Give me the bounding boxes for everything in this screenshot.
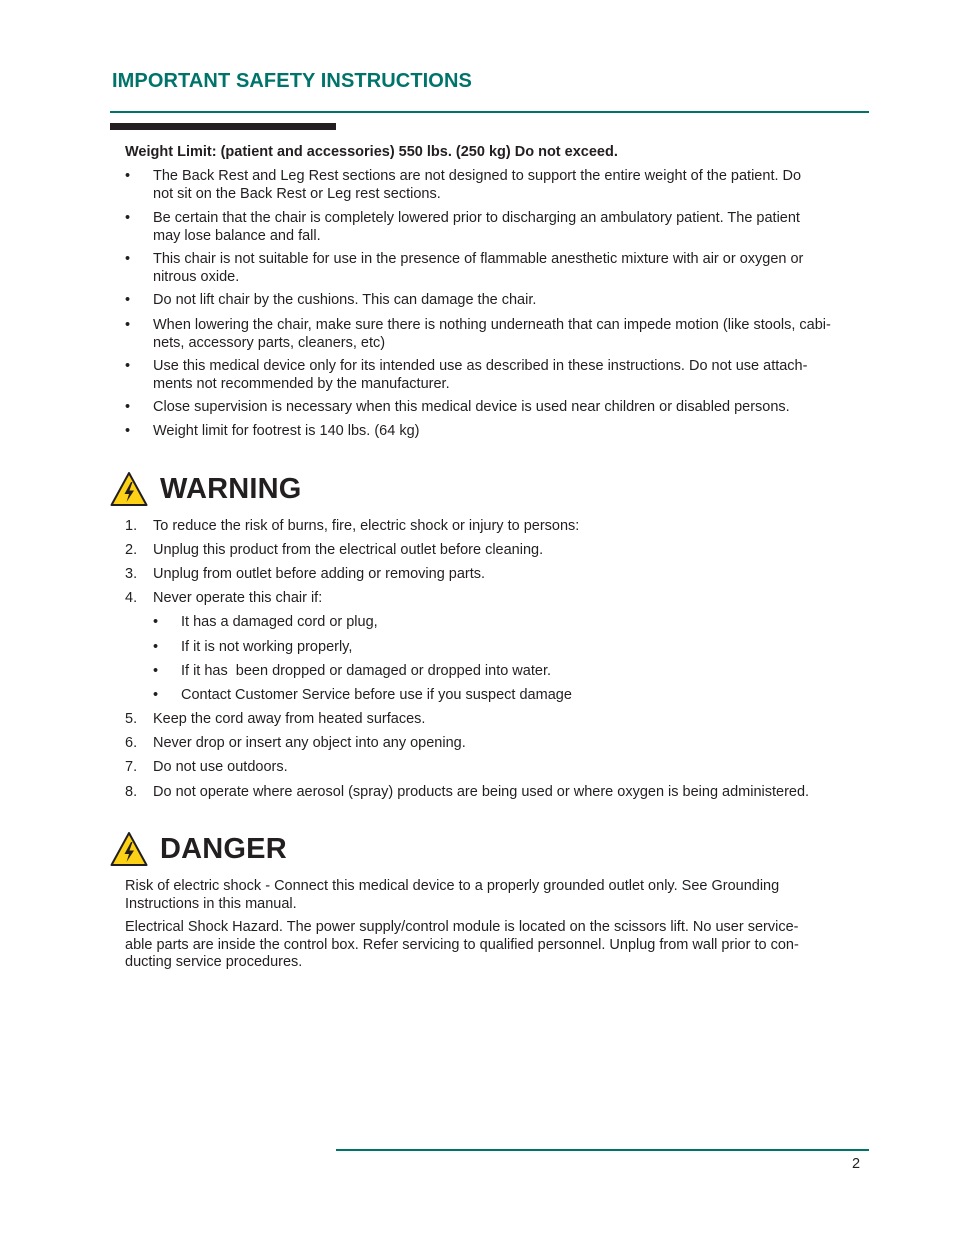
list-item-text: Unplug this product from the electrical outlet before cleaning. [153,542,544,558]
list-item-text [153,251,865,286]
danger-title: DANGER [160,832,287,865]
warning-title: WARNING [160,472,302,505]
list-item-text: Never operate this chair if: [153,590,323,606]
bullet-marker: • [153,687,159,703]
list-item-text: Do not use outdoors. [153,759,288,775]
danger-paragraph-line: Instructions in this manual. [125,895,297,912]
number-marker: 8. [125,784,138,800]
danger-paragraph-line: able parts are inside the control box. Refer servicing to qualified personnel. Unplug from wall prior to con- [125,936,799,953]
list-item-text: Unplug from outlet before adding or removing parts. [153,566,486,582]
page-number: 2 [852,1156,861,1172]
list-item-text [153,168,865,203]
list-item-text [153,210,865,245]
bullet-marker: • [125,423,131,439]
danger-paragraph-line: Electrical Shock Hazard. The power supply/control module is located on the scissors lift. No user service- [125,919,799,935]
number-marker: 2. [125,542,138,558]
warning-heading [110,471,302,507]
danger-paragraph [125,919,865,972]
danger-paragraph-line: ducting service procedures. [125,954,303,970]
list-item-line: The Back Rest and Leg Rest sections are not designed to support the entire weight of the patient. Do [153,168,802,184]
list-item-text [153,423,865,441]
footer-rule [336,1149,869,1151]
list-item-text [153,399,865,417]
bullet-marker: • [125,399,131,415]
high-voltage-danger-icon [110,831,148,867]
number-marker: 7. [125,759,138,775]
bullet-marker: • [125,210,131,226]
bullet-marker: • [153,663,159,679]
bullet-marker: • [153,639,159,655]
bullet-marker: • [125,292,131,308]
danger-heading [110,831,287,867]
list-item-line: ments not recommended by the manufacturer. [153,375,450,392]
bullet-marker: • [125,168,131,184]
bullet-marker: • [125,358,131,374]
weight-limit-heading: Weight Limit: (patient and accessories) 550 lbs. (250 kg) Do not exceed. [125,144,618,160]
list-item-line: may lose balance and fall. [153,227,321,244]
list-item-text: If it has been dropped or damaged or dropped into water. [181,663,551,679]
number-marker: 6. [125,735,138,751]
list-item-line: Close supervision is necessary when this medical device is used near children or disabled persons. [153,399,790,415]
bullet-marker: • [125,251,131,267]
list-item-text: Do not operate where aerosol (spray) products are being used or where oxygen is being administered. [153,784,810,800]
list-item-text: Never drop or insert any object into any opening. [153,735,466,751]
list-item-text [153,317,865,352]
danger-paragraph-line: Risk of electric shock - Connect this medical device to a properly grounded outlet only. See Grounding [125,878,780,894]
bullet-marker: • [125,317,131,333]
list-item-line: Do not lift chair by the cushions. This can damage the chair. [153,292,537,308]
list-item-text: If it is not working properly, [181,639,353,655]
list-item-text [153,292,865,310]
list-item-text [153,358,865,393]
title-underline-rule [110,111,869,113]
list-item-line: Weight limit for footrest is 140 lbs. (64 kg) [153,423,420,439]
list-item-text: It has a damaged cord or plug, [181,614,378,630]
page-title: IMPORTANT SAFETY INSTRUCTIONS [112,70,472,92]
list-item-line: When lowering the chair, make sure there is nothing underneath that can impede motion (like stools, cabi- [153,317,831,333]
list-item-text: Contact Customer Service before use if you suspect damage [181,687,572,703]
number-marker: 5. [125,711,138,727]
list-item-line: not sit on the Back Rest or Leg rest sections. [153,185,441,202]
list-item-text: To reduce the risk of burns, fire, electric shock or injury to persons: [153,518,580,534]
high-voltage-warning-icon [110,471,148,507]
danger-paragraph [125,878,865,913]
list-item-line: nitrous oxide. [153,268,240,285]
list-item-line: Use this medical device only for its intended use as described in these instructions. Do not use attach- [153,358,808,374]
list-item-line: This chair is not suitable for use in the presence of flammable anesthetic mixture with air or oxygen or [153,251,804,267]
list-item-text: Keep the cord away from heated surfaces. [153,711,426,727]
bullet-marker: • [153,614,159,630]
list-item-line: nets, accessory parts, cleaners, etc) [153,334,386,351]
number-marker: 3. [125,566,138,582]
number-marker: 1. [125,518,138,534]
section-divider-bar [110,123,336,130]
number-marker: 4. [125,590,138,606]
list-item-line: Be certain that the chair is completely lowered prior to discharging an ambulatory patient. The patient [153,210,800,226]
